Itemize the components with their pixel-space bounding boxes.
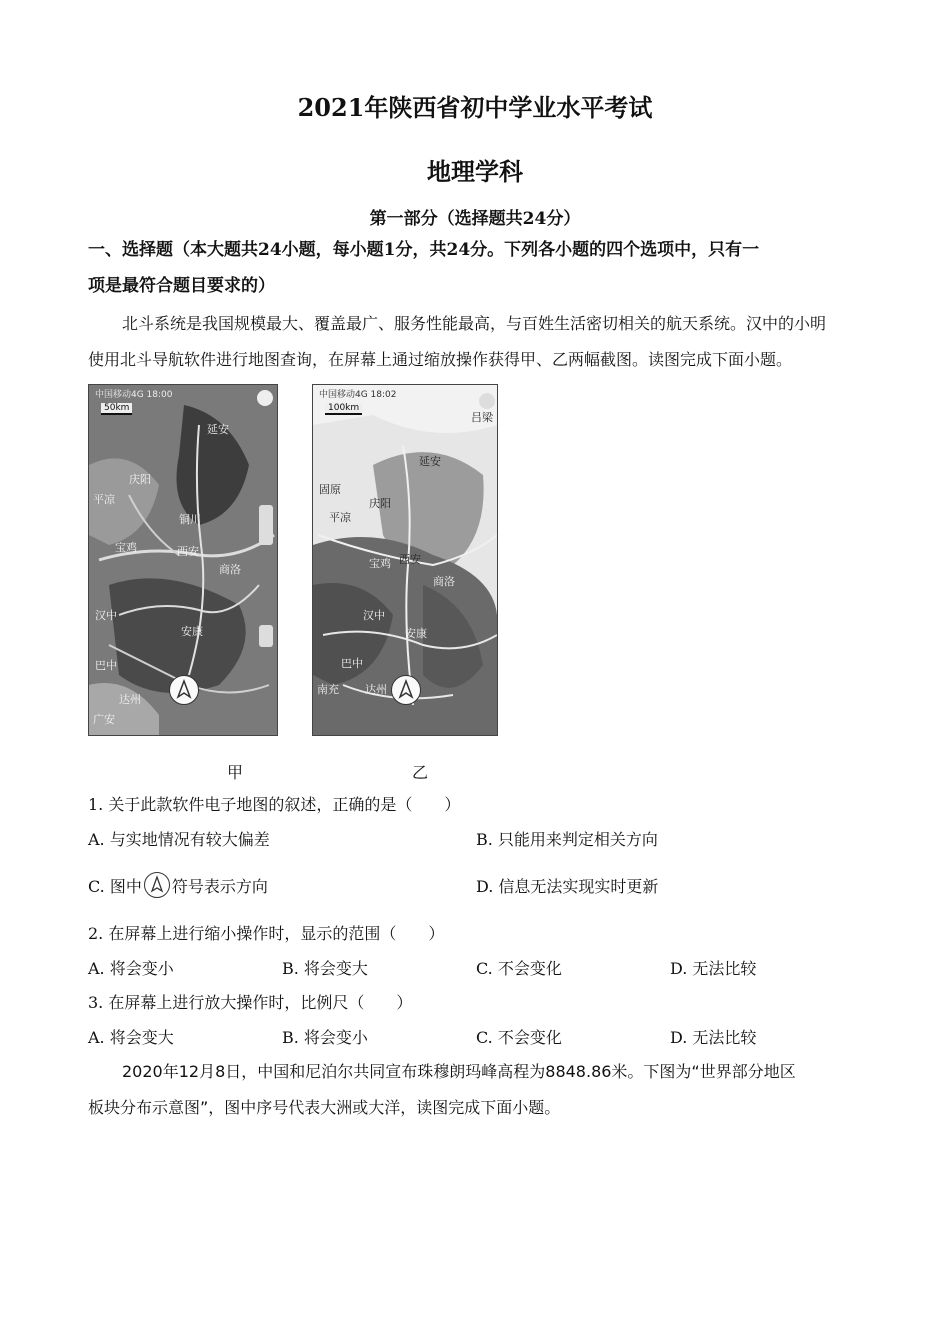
map-label: 铜川 [179, 513, 201, 526]
map-label: 固原 [319, 483, 341, 496]
option-c-prefix: C. 图中 [88, 877, 142, 896]
map-label: 南充 [317, 683, 339, 696]
question-3-option-a: A. 将会变大 [88, 1028, 174, 1047]
map-label: 延安 [207, 423, 229, 436]
map-label: 宝鸡 [115, 541, 137, 554]
map-label: 广安 [93, 713, 115, 726]
exam-title: 2021年陕西省初中学业水平考试 [297, 93, 653, 122]
map-label: 安康 [181, 625, 203, 638]
map-label: 平凉 [329, 511, 351, 524]
question-2-option-b: B. 将会变大 [282, 959, 368, 978]
subject-title: 地理学科 [427, 157, 523, 186]
map-jia-caption: 甲 [227, 763, 244, 782]
map-label: 汉中 [95, 609, 117, 622]
map-jia-scale: 50km [101, 403, 132, 415]
intro-paragraph-1 [88, 306, 863, 378]
map-label: 巴中 [95, 659, 117, 672]
question-1-option-a: A. 与实地情况有较大偏差 [88, 830, 270, 849]
question-1-option-d: D. 信息无法实现实时更新 [476, 877, 659, 896]
map-label: 巴中 [341, 657, 363, 670]
intro1-line1: 北斗系统是我国规模最大、覆盖最广、服务性能最高，与百姓生活密切相关的航天系统。汉中的小明 [122, 314, 827, 333]
question-2-stem: 2. 在屏幕上进行缩小操作时，显示的范围（ ） [88, 924, 445, 943]
map-yi-scale: 100km [325, 403, 362, 415]
question-2-option-d: D. 无法比较 [670, 959, 757, 978]
question-1-option-b: B. 只能用来判定相关方向 [476, 830, 658, 849]
map-label: 宝鸡 [369, 557, 391, 570]
map-yi [312, 384, 498, 736]
question-1-option-c [88, 872, 268, 898]
question-3-option-c: C. 不会变化 [476, 1028, 562, 1047]
map-jia [88, 384, 278, 736]
map-label: 庆阳 [369, 497, 391, 510]
question-3-option-d: D. 无法比较 [670, 1028, 757, 1047]
intro2-line2: 板块分布示意图”，图中序号代表大洲或大洋，读图完成下面小题。 [88, 1098, 561, 1117]
question-2-option-a: A. 将会变小 [88, 959, 174, 978]
compass-icon [391, 675, 421, 705]
map-jia-status: 中国移动4G 18:00 [95, 390, 173, 400]
question-3-option-b: B. 将会变小 [282, 1028, 368, 1047]
map-yi-caption: 乙 [412, 763, 429, 782]
compass-icon [144, 872, 170, 898]
intro1-line2: 使用北斗导航软件进行地图查询，在屏幕上通过缩放操作获得甲、乙两幅截图。读图完成下面小题。 [88, 350, 793, 369]
section-heading-line2: 项是最符合题目要求的） [88, 276, 275, 296]
map-label: 达州 [365, 683, 387, 696]
map-label: 商洛 [219, 563, 241, 576]
part-title: 第一部分（选择题共24分） [369, 209, 581, 229]
map-label: 西安 [177, 545, 199, 558]
section-heading-line1: 一、选择题（本大题共24小题，每小题1分，共24分。下列各小题的四个选项中，只有一 [88, 240, 760, 260]
question-3-stem: 3. 在屏幕上进行放大操作时，比例尺（ ） [88, 993, 413, 1012]
map-label: 安康 [405, 627, 427, 640]
map-label: 庆阳 [129, 473, 151, 486]
intro2-line1: 2020年12月8日，中国和尼泊尔共同宣布珠穆朗玛峰高程为8848.86米。下图为“世界部分地区 [122, 1062, 796, 1081]
map-label: 吕梁 [471, 411, 493, 424]
map-label: 商洛 [433, 575, 455, 588]
option-c-suffix: 符号表示方向 [171, 877, 268, 896]
map-label: 达州 [119, 693, 141, 706]
map-label: 延安 [419, 455, 441, 468]
question-1-stem: 1. 关于此款软件电子地图的叙述，正确的是（ ） [88, 795, 461, 814]
map-label: 西安 [399, 553, 421, 566]
map-label: 平凉 [93, 493, 115, 506]
map-yi-status: 中国移动4G 18:02 [319, 390, 397, 400]
question-2-option-c: C. 不会变化 [476, 959, 562, 978]
intro-paragraph-2 [88, 1054, 863, 1126]
compass-icon [169, 675, 199, 705]
map-label: 汉中 [363, 609, 385, 622]
section-heading [88, 232, 863, 304]
